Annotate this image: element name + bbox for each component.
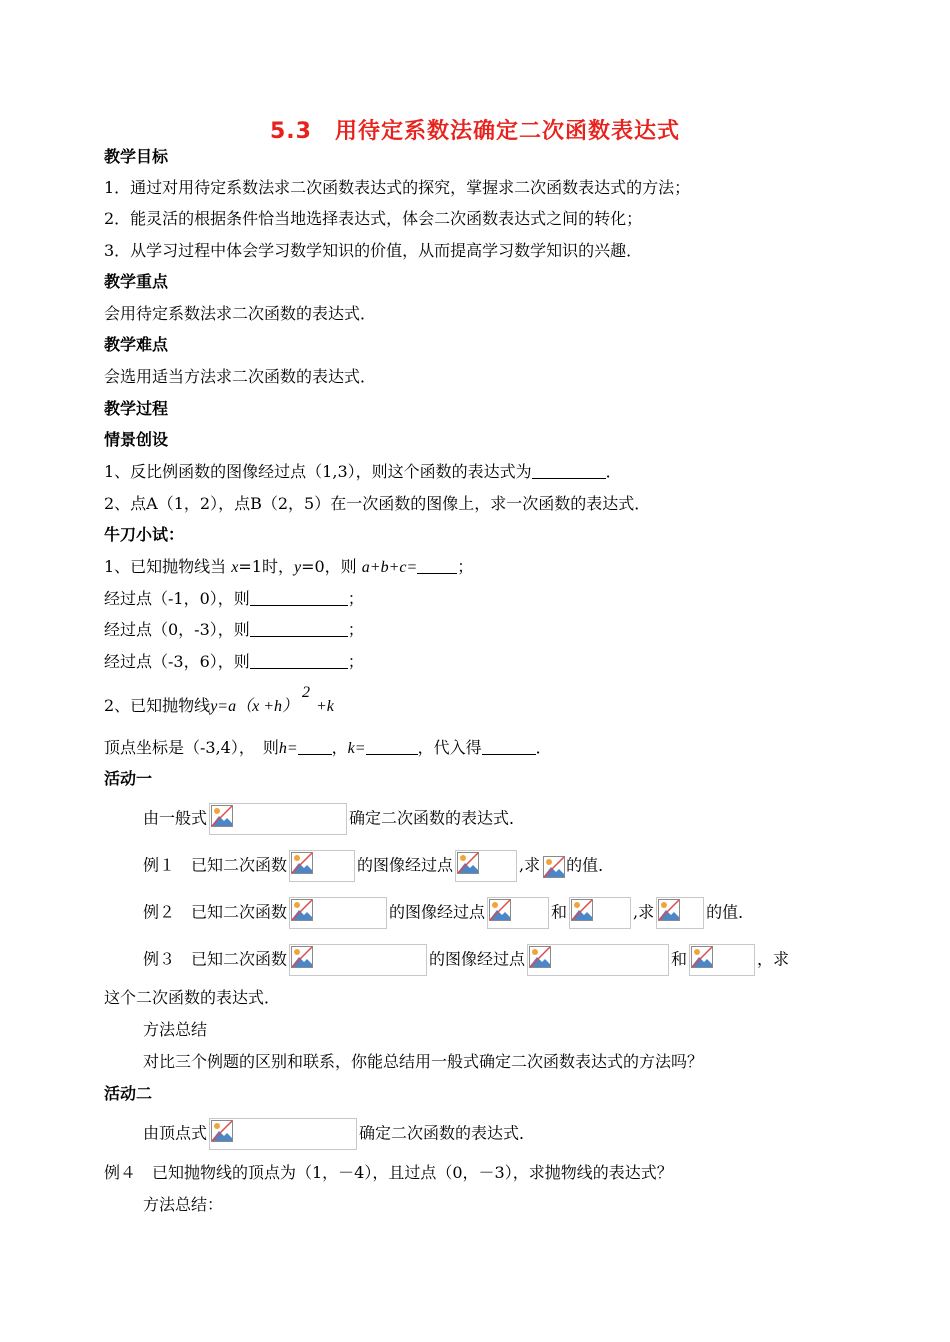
expr: h= (278, 740, 298, 757)
formula-image (527, 944, 669, 976)
answer-blank (482, 736, 536, 755)
text: 确定二次函数的表达式． (349, 808, 526, 828)
text: 由顶点式 (143, 1123, 208, 1143)
activity1-intro (143, 803, 525, 835)
broken-image-icon (489, 899, 511, 921)
activity2-heading: 活动二 (104, 1084, 153, 1103)
objective-1: 1．通过对用待定系数法求二次函数表达式的探究，掌握求二次函数表达式的方法； (104, 178, 691, 197)
text: ,求 (519, 855, 541, 875)
scenario-heading: 情景创设 (104, 430, 169, 449)
text: 经过点（-1，0），则 (104, 589, 250, 608)
text: 例３ 已知二次函数 (143, 949, 288, 969)
formula-image (455, 850, 517, 882)
summary-question: 对比三个例题的区别和联系，你能总结用一般式确定二次函数表达式的方法吗？ (143, 1052, 704, 1071)
formula-image (656, 897, 704, 929)
trial-question-2 (104, 684, 334, 719)
vertex-line (104, 736, 552, 761)
answer-blank (250, 618, 348, 637)
formula-image (289, 897, 387, 929)
broken-image-icon (291, 899, 313, 921)
text: ，求 (757, 949, 790, 969)
broken-image-icon (291, 852, 313, 874)
trial-point-1 (104, 587, 364, 611)
formula-image (569, 897, 631, 929)
broken-image-icon (291, 946, 313, 968)
scenario-question-2: 2、点A（1，2），点B（2，5）在一次函数的图像上，求一次函数的表达式． (104, 494, 651, 513)
text: 的图像经过点 (429, 949, 526, 969)
objective-2: 2．能灵活的根据条件恰当地选择表达式，体会二次函数表达式之间的转化； (104, 209, 643, 228)
formula-image (289, 850, 355, 882)
text: 和 (671, 949, 688, 969)
trial-question-1 (104, 555, 473, 580)
text: 确定二次函数的表达式． (359, 1123, 536, 1143)
example-3-continued: 这个二次函数的表达式． (104, 988, 281, 1007)
summary-label: 方法总结 (143, 1020, 208, 1039)
broken-image-icon (543, 856, 565, 878)
activity1-heading: 活动一 (104, 769, 153, 788)
summary-label-2: 方法总结： (143, 1195, 224, 1214)
trial-point-3 (104, 650, 364, 674)
broken-image-icon (211, 1120, 233, 1142)
text: 例２ 已知二次函数 (143, 902, 288, 922)
text: ，代入得 (417, 738, 482, 757)
exponent: 2 (302, 684, 310, 701)
answer-blank (532, 460, 606, 479)
text: ； (457, 557, 474, 576)
answer-blank (250, 587, 348, 606)
trial-heading: 牛刀小试： (104, 525, 185, 544)
formula-image (542, 855, 564, 877)
scenario-question-1 (104, 460, 622, 484)
text: 的值． (706, 902, 755, 922)
text: =1时， (238, 557, 294, 576)
activity2-intro (143, 1118, 535, 1150)
formula-image (487, 897, 549, 929)
var-x: x (231, 559, 239, 576)
text: 的图像经过点 (389, 902, 486, 922)
key-point-text: 会用待定系数法求二次函数的表达式． (104, 304, 377, 323)
text: ； (347, 620, 364, 639)
answer-blank (366, 736, 418, 755)
question-text: 1、反比例函数的图像经过点（1,3），则这个函数的表达式为 (104, 462, 532, 481)
text: ,求 (633, 902, 655, 922)
page-title: 5.3 用待定系数法确定二次函数表达式 (270, 119, 680, 144)
expr: a+b+c= (361, 559, 418, 576)
example-3 (143, 944, 789, 976)
broken-image-icon (457, 852, 479, 874)
formula-image (689, 944, 755, 976)
answer-blank (250, 650, 348, 669)
difficulty-heading: 教学难点 (104, 335, 169, 354)
var-y: y (293, 559, 302, 576)
objective-3: 3．从学习过程中体会学习数学知识的价值，从而提高学习数学知识的兴趣． (104, 241, 643, 260)
expr: +k (316, 698, 334, 715)
answer-blank (298, 736, 332, 755)
objectives-heading: 教学目标 (104, 147, 169, 166)
broken-image-icon (691, 946, 713, 968)
text: ； (347, 589, 364, 608)
question-end: ． (605, 462, 622, 481)
example-1 (143, 850, 614, 882)
formula-image (209, 1118, 357, 1150)
text: 1、已知抛物线当 (104, 557, 227, 576)
text: 的图像经过点 (357, 855, 454, 875)
expr: y=a (210, 698, 237, 715)
trial-point-2 (104, 618, 364, 642)
broken-image-icon (571, 899, 593, 921)
text: ； (347, 652, 364, 671)
broken-image-icon (211, 805, 233, 827)
text: 经过点（-3，6），则 (104, 652, 250, 671)
process-heading: 教学过程 (104, 399, 169, 418)
text: 顶点坐标是（-3,4）， 则 (104, 738, 279, 757)
text: ， (331, 738, 348, 757)
key-point-heading: 教学重点 (104, 272, 169, 291)
text: 由一般式 (143, 808, 208, 828)
text: 例１ 已知二次函数 (143, 855, 288, 875)
example-2 (143, 897, 754, 929)
broken-image-icon (529, 946, 551, 968)
text: ． (535, 738, 552, 757)
broken-image-icon (658, 899, 680, 921)
answer-blank (417, 555, 457, 574)
difficulty-text: 会选用适当方法求二次函数的表达式． (104, 367, 377, 386)
expr: k= (347, 740, 366, 757)
expr: （x +h） (236, 698, 298, 715)
text: 2、已知抛物线 (104, 696, 211, 715)
formula-image (209, 803, 347, 835)
text: 经过点（0，-3），则 (104, 620, 250, 639)
text: 和 (551, 902, 568, 922)
example-4: 例４ 已知抛物线的顶点为（1，－4），且过点（0，－3），求抛物线的表达式？ (104, 1163, 673, 1182)
formula-image (289, 944, 427, 976)
text: 的值． (566, 855, 615, 875)
text: =0，则 (301, 557, 357, 576)
